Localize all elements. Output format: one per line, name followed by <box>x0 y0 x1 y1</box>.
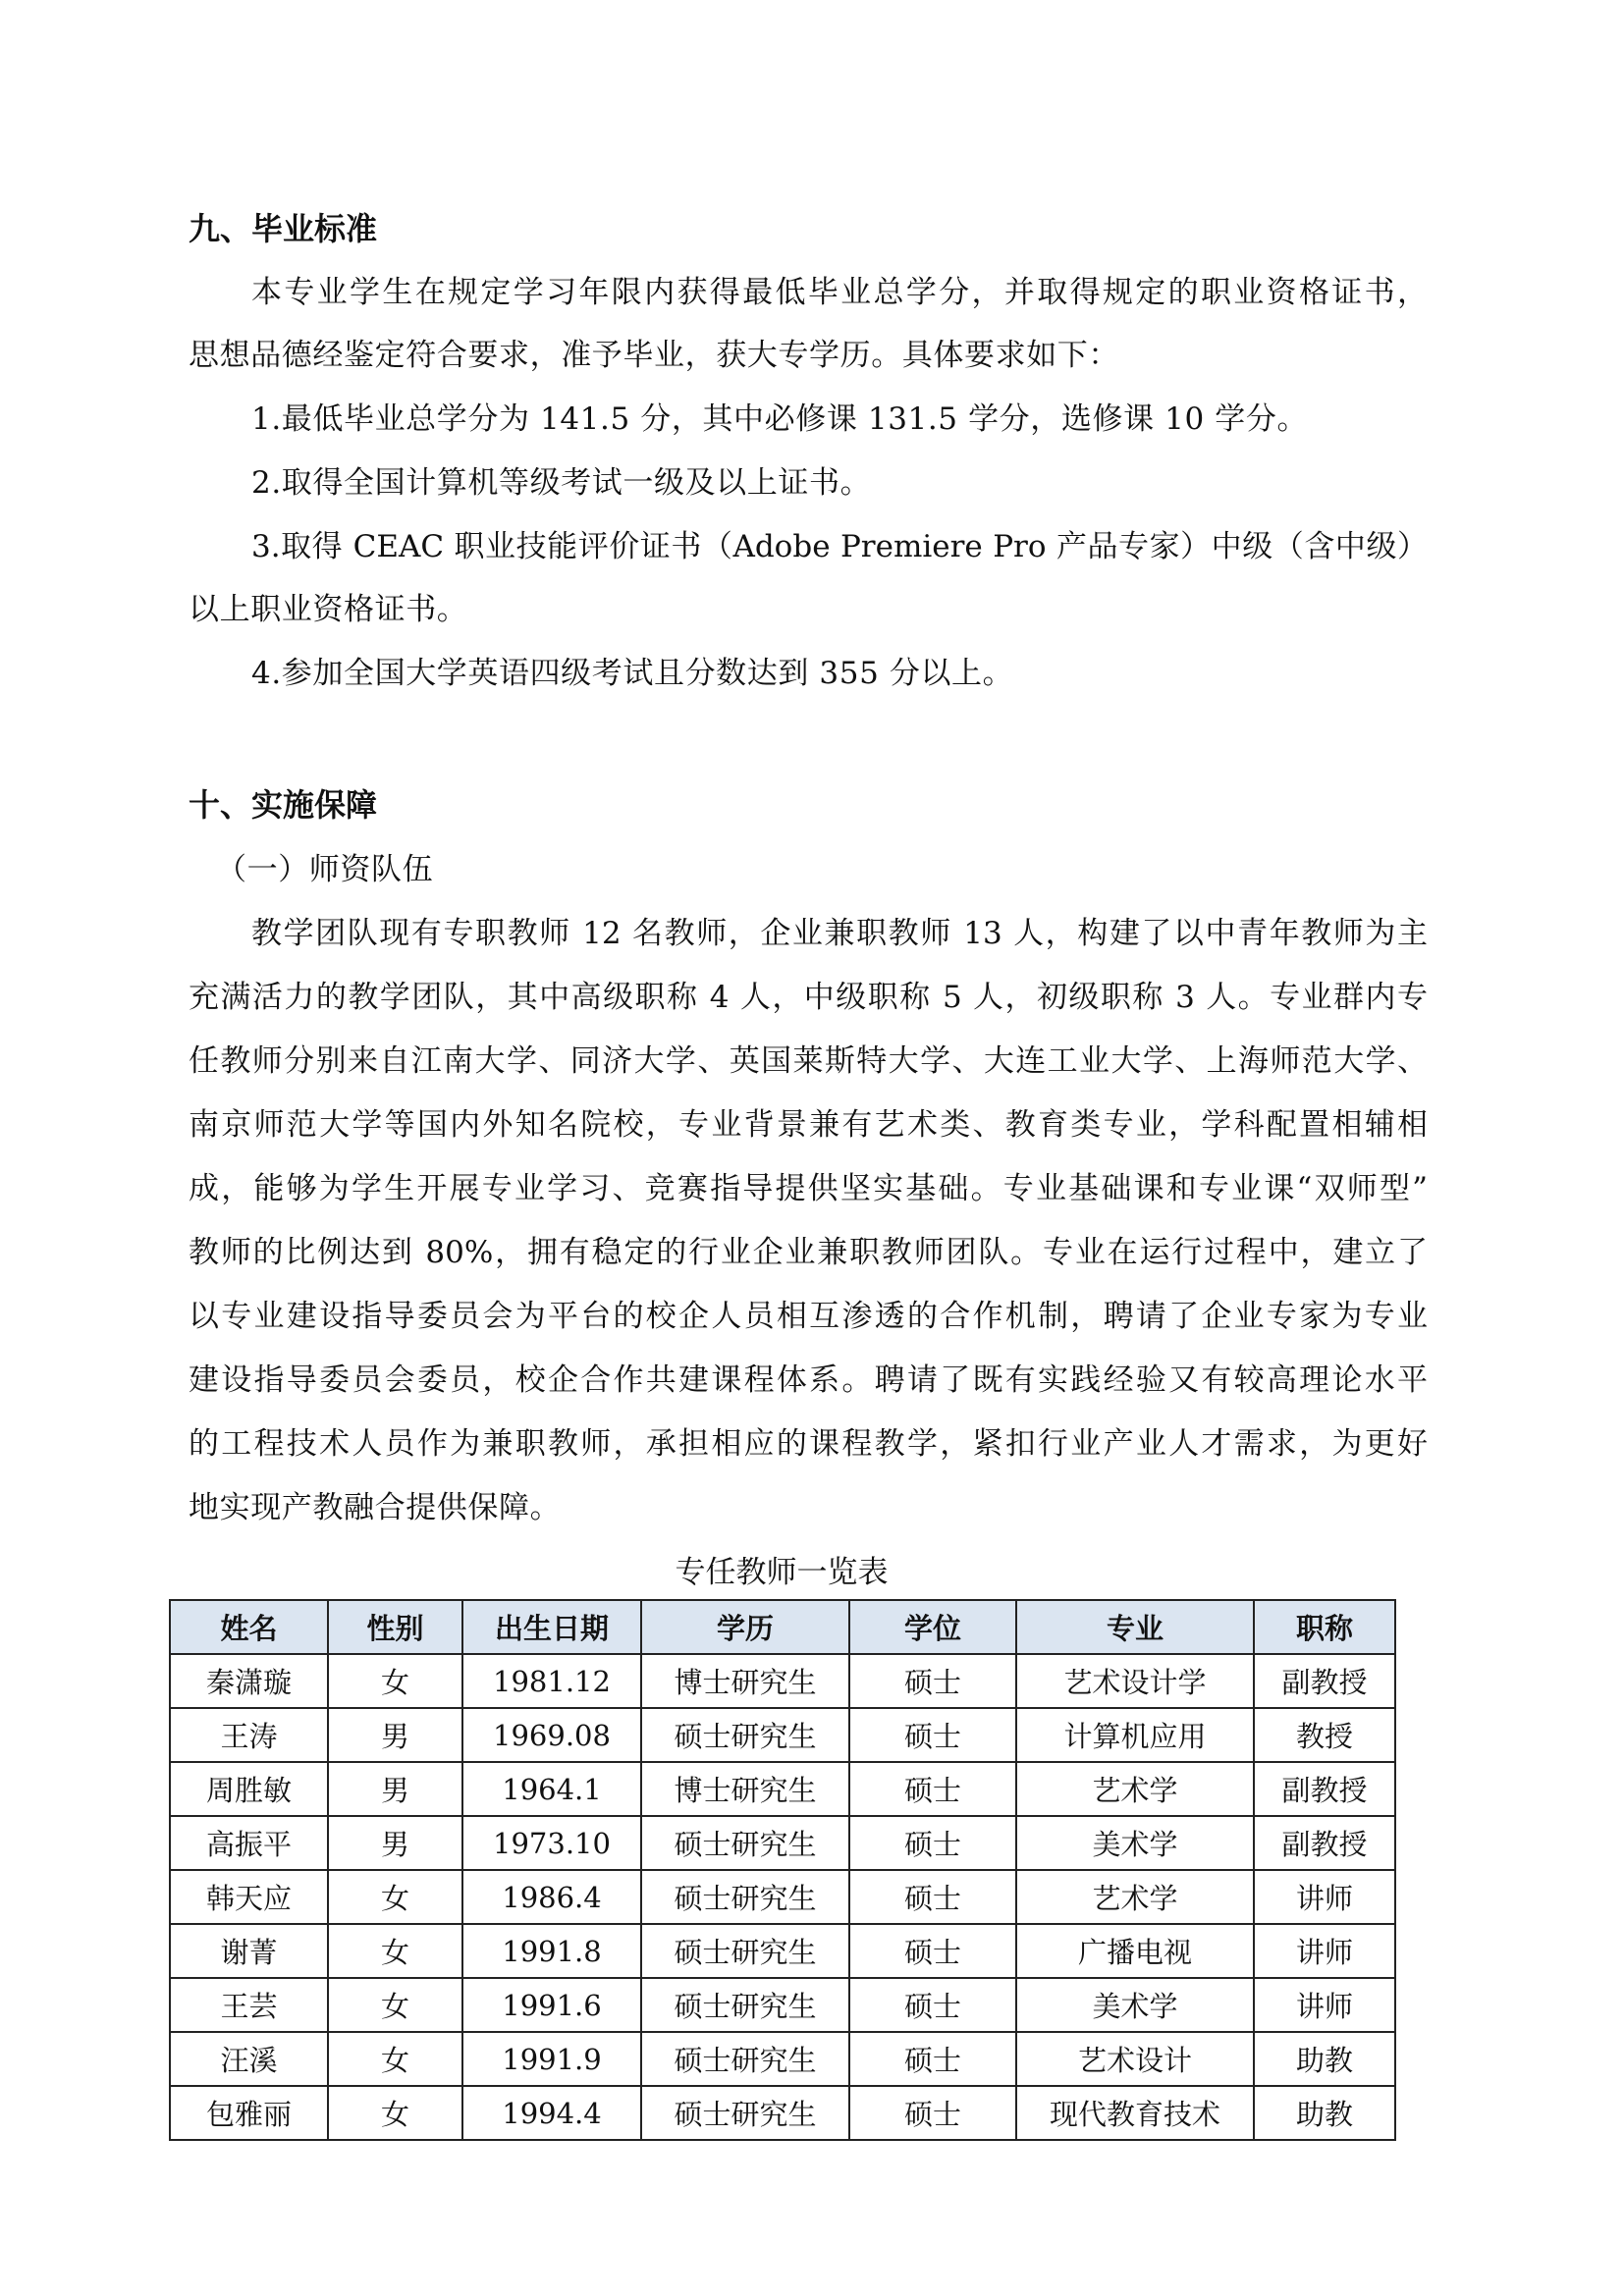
cell-title: 讲师 <box>1254 1924 1395 1978</box>
table-row <box>170 1870 1395 1924</box>
subsection-heading: （一）师资队伍 <box>216 852 434 887</box>
cell-birth-date: 1973.10 <box>462 1816 641 1870</box>
cell-name: 谢菁 <box>170 1924 328 1978</box>
paragraph-line: 南京师范大学等国内外知名院校，专业背景兼有艺术类、教育类专业，学科配置相辅相 <box>189 1107 1428 1143</box>
paragraph-line: 的工程技术人员作为兼职教师，承担相应的课程教学，紧扣行业产业人才需求，为更好 <box>189 1426 1428 1462</box>
table-row <box>170 2032 1395 2086</box>
cell-gender: 女 <box>328 2032 462 2086</box>
cell-gender: 男 <box>328 1708 462 1762</box>
table-row <box>170 1924 1395 1978</box>
cell-gender: 女 <box>328 1978 462 2032</box>
cell-name: 王芸 <box>170 1978 328 2032</box>
cell-title: 副教授 <box>1254 1654 1395 1708</box>
cell-title: 教授 <box>1254 1708 1395 1762</box>
cell-major: 艺术设计学 <box>1016 1654 1254 1708</box>
cell-education: 博士研究生 <box>641 1762 849 1816</box>
cell-gender: 女 <box>328 2086 462 2140</box>
cell-title: 副教授 <box>1254 1816 1395 1870</box>
cell-title: 讲师 <box>1254 1870 1395 1924</box>
column-header-gender: 性别 <box>328 1600 462 1654</box>
section-9-intro-line-2: 思想品德经鉴定符合要求，准予毕业，获大专学历。具体要求如下： <box>189 338 1119 373</box>
cell-gender: 男 <box>328 1762 462 1816</box>
paragraph-line: 地实现产教融合提供保障。 <box>189 1490 562 1525</box>
cell-birth-date: 1994.4 <box>462 2086 641 2140</box>
cell-title: 助教 <box>1254 2086 1395 2140</box>
column-header-birth-date: 出生日期 <box>462 1600 641 1654</box>
column-header-major: 专业 <box>1016 1600 1254 1654</box>
cell-major: 艺术设计 <box>1016 2032 1254 2086</box>
cell-name: 高振平 <box>170 1816 328 1870</box>
paragraph-line: 教学团队现有专职教师 12 名教师，企业兼职教师 13 人，构建了以中青年教师为主 <box>251 916 1428 951</box>
cell-education: 硕士研究生 <box>641 1978 849 2032</box>
paragraph-line: 成，能够为学生开展专业学习、竞赛指导提供坚实基础。专业基础课和专业课“双师型” <box>189 1171 1428 1206</box>
requirement-item: 2.取得全国计算机等级考试一级及以上证书。 <box>251 465 872 501</box>
cell-major: 计算机应用 <box>1016 1708 1254 1762</box>
cell-birth-date: 1991.8 <box>462 1924 641 1978</box>
cell-gender: 女 <box>328 1654 462 1708</box>
cell-name: 韩天应 <box>170 1870 328 1924</box>
cell-birth-date: 1981.12 <box>462 1654 641 1708</box>
cell-degree: 硕士 <box>849 1870 1016 1924</box>
cell-degree: 硕士 <box>849 2086 1016 2140</box>
paragraph-line: 以专业建设指导委员会为平台的校企人员相互渗透的合作机制，聘请了企业专家为专业 <box>189 1299 1428 1334</box>
requirement-item: 1.最低毕业总学分为 141.5 分，其中必修课 131.5 学分，选修课 10 学分。 <box>251 401 1309 437</box>
cell-degree: 硕士 <box>849 1924 1016 1978</box>
requirement-item: 4.参加全国大学英语四级考试且分数达到 355 分以上。 <box>251 656 1014 691</box>
column-header-title: 职称 <box>1254 1600 1395 1654</box>
table-row <box>170 1654 1395 1708</box>
cell-birth-date: 1991.9 <box>462 2032 641 2086</box>
requirement-item-continuation: 以上职业资格证书。 <box>189 592 468 627</box>
requirement-item: 3.取得 CEAC 职业技能评价证书（Adobe Premiere Pro 产品专家）中级（含中级） <box>251 529 1428 564</box>
cell-education: 硕士研究生 <box>641 1708 849 1762</box>
cell-name: 王涛 <box>170 1708 328 1762</box>
column-header-degree: 学位 <box>849 1600 1016 1654</box>
cell-education: 硕士研究生 <box>641 1924 849 1978</box>
cell-education: 硕士研究生 <box>641 2086 849 2140</box>
cell-gender: 男 <box>328 1816 462 1870</box>
cell-major: 现代教育技术 <box>1016 2086 1254 2140</box>
table-row <box>170 1708 1395 1762</box>
column-header-name: 姓名 <box>170 1600 328 1654</box>
cell-name: 汪溪 <box>170 2032 328 2086</box>
section-9-heading: 九、毕业标准 <box>189 210 378 247</box>
cell-birth-date: 1986.4 <box>462 1870 641 1924</box>
cell-title: 讲师 <box>1254 1978 1395 2032</box>
cell-gender: 女 <box>328 1870 462 1924</box>
cell-education: 硕士研究生 <box>641 1870 849 1924</box>
table-header-row <box>170 1600 1395 1654</box>
cell-major: 广播电视 <box>1016 1924 1254 1978</box>
cell-birth-date: 1991.6 <box>462 1978 641 2032</box>
table-caption: 专任教师一览表 <box>675 1555 889 1590</box>
table-row <box>170 1978 1395 2032</box>
paragraph-line: 教师的比例达到 80%，拥有稳定的行业企业兼职教师团队。专业在运行过程中，建立了 <box>189 1235 1428 1270</box>
cell-degree: 硕士 <box>849 1708 1016 1762</box>
cell-degree: 硕士 <box>849 1654 1016 1708</box>
section-10-heading: 十、实施保障 <box>189 786 378 824</box>
cell-education: 硕士研究生 <box>641 1816 849 1870</box>
table-row <box>170 2086 1395 2140</box>
cell-title: 副教授 <box>1254 1762 1395 1816</box>
table-row <box>170 1762 1395 1816</box>
cell-birth-date: 1964.1 <box>462 1762 641 1816</box>
cell-gender: 女 <box>328 1924 462 1978</box>
section-9-intro-line-1: 本专业学生在规定学习年限内获得最低毕业总学分，并取得规定的职业资格证书， <box>251 275 1428 310</box>
paragraph-line: 充满活力的教学团队，其中高级职称 4 人，中级职称 5 人，初级职称 3 人。专业群内专 <box>189 980 1428 1015</box>
column-header-education: 学历 <box>641 1600 849 1654</box>
cell-major: 艺术学 <box>1016 1762 1254 1816</box>
cell-major: 艺术学 <box>1016 1870 1254 1924</box>
cell-education: 硕士研究生 <box>641 2032 849 2086</box>
cell-name: 周胜敏 <box>170 1762 328 1816</box>
cell-degree: 硕士 <box>849 1762 1016 1816</box>
cell-degree: 硕士 <box>849 2032 1016 2086</box>
paragraph-line: 任教师分别来自江南大学、同济大学、英国莱斯特大学、大连工业大学、上海师范大学、 <box>189 1043 1428 1079</box>
cell-name: 包雅丽 <box>170 2086 328 2140</box>
cell-education: 博士研究生 <box>641 1654 849 1708</box>
teacher-table <box>169 1599 1396 2141</box>
cell-degree: 硕士 <box>849 1978 1016 2032</box>
cell-name: 秦潇璇 <box>170 1654 328 1708</box>
cell-major: 美术学 <box>1016 1978 1254 2032</box>
cell-title: 助教 <box>1254 2032 1395 2086</box>
cell-birth-date: 1969.08 <box>462 1708 641 1762</box>
table-row <box>170 1816 1395 1870</box>
cell-major: 美术学 <box>1016 1816 1254 1870</box>
paragraph-line: 建设指导委员会委员，校企合作共建课程体系。聘请了既有实践经验又有较高理论水平 <box>189 1362 1428 1398</box>
cell-degree: 硕士 <box>849 1816 1016 1870</box>
